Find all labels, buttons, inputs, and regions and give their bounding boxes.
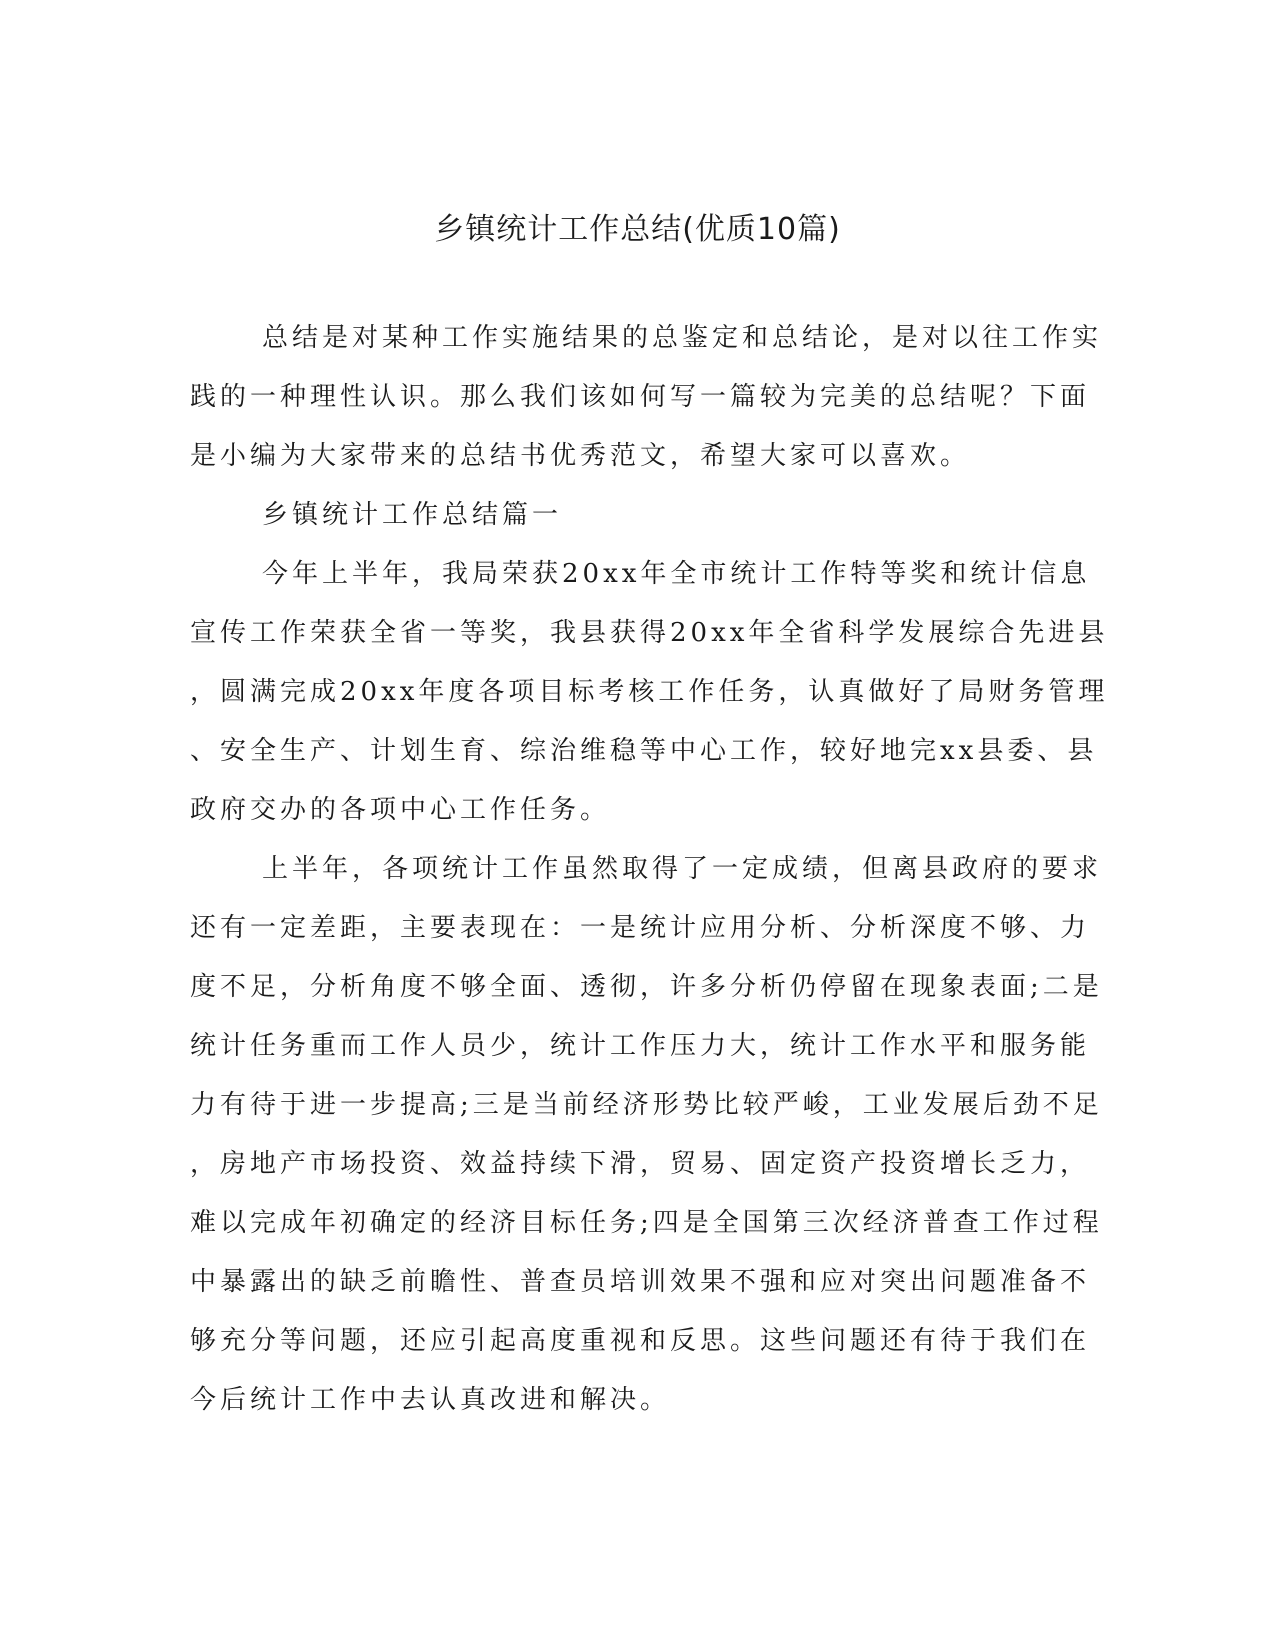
paragraph-line: 今年上半年，我局荣获20xx年全市统计工作特等奖和统计信息 xyxy=(262,559,1091,589)
section-heading: 乡镇统计工作总结篇一 xyxy=(262,500,563,530)
paragraph-line: 践的一种理性认识。那么我们该如何写一篇较为完美的总结呢？下面 xyxy=(190,382,1091,412)
paragraph-line: 、安全生产、计划生育、综治维稳等中心工作，较好地完xx县委、县 xyxy=(190,736,1098,766)
paragraph-line: 是小编为大家带来的总结书优秀范文，希望大家可以喜欢。 xyxy=(190,441,971,471)
paragraph-line: ，房地产市场投资、效益持续下滑，贸易、固定资产投资增长乏力， xyxy=(190,1149,1091,1179)
paragraph-line: 难以完成年初确定的经济目标任务;四是全国第三次经济普查工作过程 xyxy=(190,1208,1103,1238)
paragraph-line: 今后统计工作中去认真改进和解决。 xyxy=(190,1385,671,1415)
paragraph-line: 政府交办的各项中心工作任务。 xyxy=(190,795,611,825)
paragraph-line: 还有一定差距，主要表现在：一是统计应用分析、分析深度不够、力 xyxy=(190,913,1091,943)
document-title: 乡镇统计工作总结(优质10篇) xyxy=(434,212,841,247)
paragraph-line: 总结是对某种工作实施结果的总鉴定和总结论，是对以往工作实 xyxy=(262,323,1103,353)
paragraph-line: 度不足，分析角度不够全面、透彻，许多分析仍停留在现象表面;二是 xyxy=(190,972,1103,1002)
paragraph-line: 宣传工作荣获全省一等奖，我县获得20xx年全省科学发展综合先进县 xyxy=(190,618,1109,648)
paragraph-line: 统计任务重而工作人员少，统计工作压力大，统计工作水平和服务能 xyxy=(190,1031,1091,1061)
paragraph-line: ，圆满完成20xx年度各项目标考核工作任务，认真做好了局财务管理 xyxy=(190,677,1109,707)
paragraph-line: 够充分等问题，还应引起高度重视和反思。这些问题还有待于我们在 xyxy=(190,1326,1091,1356)
paragraph-line: 力有待于进一步提高;三是当前经济形势比较严峻，工业发展后劲不足 xyxy=(190,1090,1103,1120)
paragraph-line: 中暴露出的缺乏前瞻性、普查员培训效果不强和应对突出问题准备不 xyxy=(190,1267,1091,1297)
paragraph-line: 上半年，各项统计工作虽然取得了一定成绩，但离县政府的要求 xyxy=(262,854,1103,884)
